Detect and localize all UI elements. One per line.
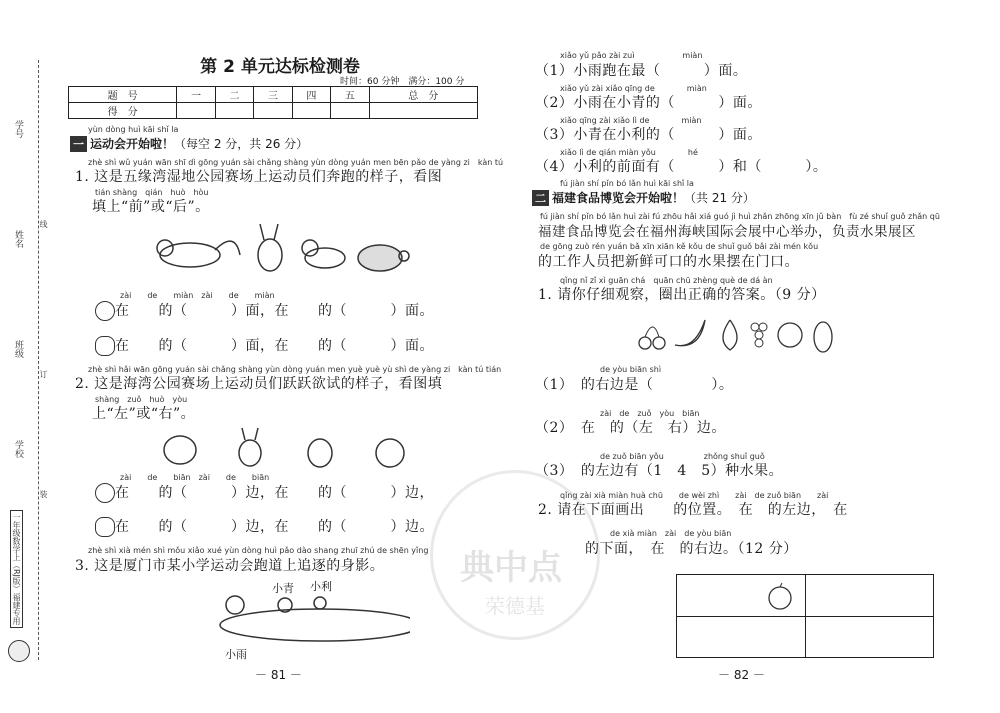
score-cell[interactable]: [254, 103, 292, 119]
pear-icon: [723, 320, 737, 350]
cat-icon: [308, 439, 332, 467]
time-score: 时间：60 分钟 满分：100 分: [340, 77, 465, 87]
score-header-cell: 题 号: [69, 87, 177, 103]
section-title: 运动会开始啦！: [90, 137, 175, 151]
intro-text-1: 福建食品博览会在福州海峡国际会展中心举办，负责水果展区: [538, 224, 916, 240]
fill-text: 在 的（ ）面，在 的（ ）面。: [115, 338, 434, 354]
book-label: 一年级数学上（RJ版）福建专用: [10, 510, 23, 628]
q2r-text: 2. 请在下面画出 的位置。 在 的左边， 在: [538, 502, 848, 518]
page-number-right: － 82 －: [718, 668, 765, 682]
s1-text: （1） 的右边是（ ）。: [535, 377, 734, 393]
page-title: 第 2 单元达标检测卷: [200, 57, 360, 77]
section-title: 福建食品博览会开始啦！: [552, 191, 685, 205]
q2-fill-row-2: [95, 516, 434, 537]
s3-text: （3） 的左边有（1 4 5）种水果。: [535, 463, 784, 479]
runner-xiaoyu-icon: [226, 596, 244, 614]
banana-icon: [675, 320, 705, 346]
q1-fill-row-2: [95, 335, 434, 356]
score-cell[interactable]: [292, 103, 330, 119]
cut-mark-1: 线: [39, 220, 48, 228]
q2-fill-row-1: [95, 482, 434, 503]
runner-label-xiaoyu: 小雨: [225, 648, 247, 661]
q1-fill-row-1: [95, 300, 434, 321]
r4-pinyin: xiǎo lì de qián miàn yǒu hé: [560, 148, 698, 157]
fox-icon: [95, 301, 115, 321]
q1r-pinyin: qǐng nǐ zǐ xì guān chá quān chū zhèng què de dá àn: [560, 276, 773, 285]
fox-icon: [376, 439, 404, 467]
pineapple-icon: [814, 322, 832, 352]
r4-text: （4）小利的前面有（ ）和（ ）。: [535, 159, 828, 175]
runner-xiaoli-icon: [314, 597, 326, 609]
runner-label-xiaoli: 小利: [310, 580, 332, 593]
q1-pinyin: zhè shì wǔ yuán wān shī dì gōng yuán sài chǎng shàng yùn dòng yuán men bēn pǎo de yàng zi kàn tú: [88, 158, 504, 167]
fill-text: 在 的（ ）边，在 的（ ）边，: [115, 485, 434, 501]
frog-icon: [164, 436, 196, 464]
sec2-pinyin: fú jiàn shí pǐn bó lǎn huì kāi shǐ la: [560, 179, 694, 188]
cut-mark-3: 装: [39, 490, 48, 498]
fill2-pinyin: zài de biān zài de biān: [120, 473, 270, 482]
q2-pinyin: zhè shì hǎi wān gōng yuán sài chǎng shàng yùn dòng yuán men yuè yuè yù shì de yàng zi kàn tú tián: [88, 365, 502, 374]
student-number-label: 学号: [13, 120, 23, 138]
fruit-row-illustration: [635, 305, 835, 355]
r1-text: （1）小雨跑在最（ ）面。: [535, 63, 748, 79]
rabbit-icon: [95, 517, 115, 537]
q2-text2: 上“左”或“右”。: [92, 406, 196, 422]
s1-pinyin: de yòu biān shì: [600, 365, 662, 374]
q1-text: 1. 这是五缘湾湿地公园赛场上运动员们奔跑的样子，看图: [75, 169, 443, 185]
fill-pinyin: zài de miàn zài de miàn: [120, 291, 275, 300]
r1-pinyin: xiǎo yǔ pǎo zài zuì miàn: [560, 51, 703, 60]
rabbit-icon: [95, 336, 115, 356]
score-header-cell: 总 分: [369, 87, 477, 103]
score-label-cell: 得 分: [69, 103, 177, 119]
q3-pinyin: zhè shì xià mén shì mǒu xiǎo xué yùn dòng huì pǎo dào shang zhuī zhú de shēn yǐng: [88, 546, 429, 555]
dog-icon: [302, 240, 345, 268]
score-cell[interactable]: [215, 103, 253, 119]
binding-sidebar: [8, 40, 48, 680]
score-cell[interactable]: [369, 103, 477, 119]
apple-icon: [778, 323, 802, 347]
four-animals-illustration: [160, 425, 420, 470]
intro-text-2: 的工作人员把新鲜可口的水果摆在门口。: [538, 254, 799, 270]
grid-v-line: [805, 575, 806, 657]
q2r-pinyin2: de xià miàn zài de yòu biān: [610, 529, 732, 538]
cut-line: [38, 60, 39, 660]
q2-text: 2. 这是海湾公园赛场上运动员们跃跃欲试的样子，看图填: [75, 376, 443, 392]
s2-text: （2） 在 的（左 右）边。: [535, 420, 726, 436]
section-2-heading: [532, 189, 755, 206]
score-header-cell: 一: [177, 87, 215, 103]
fox-icon: [157, 240, 240, 267]
turtle-icon: [358, 245, 409, 271]
racing-animals-illustration: [150, 220, 410, 280]
rabbit-icon: [258, 224, 282, 271]
rabbit-icon: [239, 428, 261, 466]
s3-pinyin: de zuǒ biān yǒu zhǒng shuǐ guǒ: [600, 452, 765, 461]
cherry-icon: [639, 327, 665, 349]
section-number: 二: [532, 190, 549, 206]
cat-icon: [95, 483, 115, 503]
section-1-heading: [70, 135, 308, 152]
drawing-grid[interactable]: [676, 574, 934, 658]
sec1-pinyin: yùn dòng huì kāi shǐ la: [88, 125, 179, 134]
q2r-text2: 的下面， 在 的右边。（12 分）: [585, 541, 798, 557]
q3-text: 3. 这是厦门市某小学运动会跑道上追逐的身影。: [75, 558, 385, 574]
panda-logo-icon: [8, 640, 30, 662]
page-number-left: － 81 －: [255, 668, 302, 682]
s2-pinyin: zài de zuǒ yòu biān: [600, 409, 700, 418]
watermark-subtext: 荣德基: [485, 594, 545, 618]
score-header-cell: 五: [331, 87, 369, 103]
section-note: （共 21 分）: [684, 191, 755, 205]
watermark: [430, 470, 600, 640]
q2r-pinyin: qǐng zài xià miàn huà chū de wèi zhì zài de zuǒ biān zài: [560, 491, 829, 500]
student-name-label: 姓名: [13, 230, 23, 248]
score-header-cell: 三: [254, 87, 292, 103]
cut-mark-2: 订: [39, 370, 48, 378]
intro-pinyin-1: fú jiàn shí pǐn bó lǎn huì zài fú zhōu hǎi xiá guó jì huì zhǎn zhōng xīn jǔ bàn fù zé shuǐ guǒ zhǎn qū: [540, 212, 940, 221]
fill-text: 在 的（ ）边，在 的（ ）边。: [115, 519, 434, 535]
section-number: 一: [70, 136, 87, 152]
score-cell[interactable]: [177, 103, 215, 119]
fill-text: 在 的（ ）面，在 的（ ）面。: [115, 303, 434, 319]
apple-icon: [765, 581, 795, 611]
score-header-cell: 四: [292, 87, 330, 103]
q1-pinyin2: tián shàng qián huò hòu: [95, 188, 209, 197]
r2-pinyin: xiǎo yǔ zài xiǎo qīng de miàn: [560, 84, 707, 93]
class-label: 班级: [13, 340, 23, 358]
r3-pinyin: xiǎo qīng zài xiǎo lì de miàn: [560, 116, 702, 125]
q2-pinyin2: shàng zuǒ huò yòu: [95, 395, 188, 404]
school-label: 学校: [13, 440, 23, 458]
r2-text: （2）小雨在小青的（ ）面。: [535, 95, 762, 111]
q1r-text: 1. 请你仔细观察，圈出正确的答案。（9 分）: [538, 287, 826, 303]
runner-label-xiaoqing: 小青: [272, 582, 294, 595]
grape-icon: [751, 323, 767, 347]
score-table: [68, 86, 478, 119]
r3-text: （3）小青在小利的（ ）面。: [535, 127, 762, 143]
score-header-cell: 二: [215, 87, 253, 103]
section-note: （每空 2 分，共 26 分）: [174, 137, 309, 151]
q1-text2: 填上“前”或“后”。: [92, 199, 210, 215]
score-cell[interactable]: [331, 103, 369, 119]
watermark-text: 典中点: [460, 548, 562, 588]
intro-pinyin-2: de gōng zuò rén yuán bǎ xīn xiān kě kǒu de shuǐ guǒ bǎi zài mén kǒu: [540, 242, 819, 251]
